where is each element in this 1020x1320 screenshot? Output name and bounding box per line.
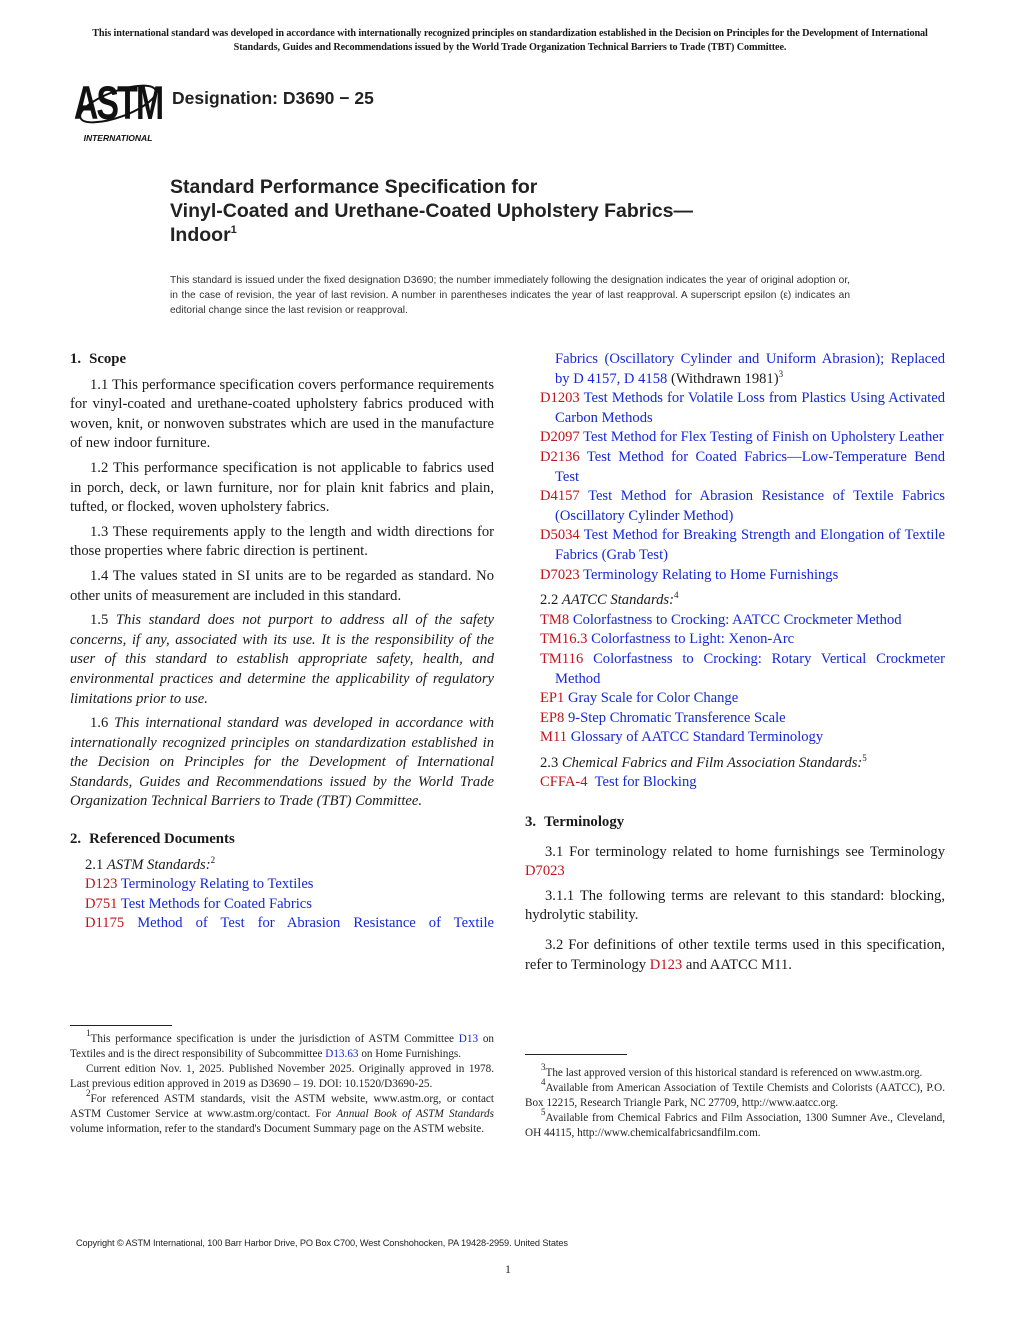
para-3-1-1: 3.1.1 The following terms are relevant to this standard: blocking, hydrolytic stability. xyxy=(525,887,945,924)
designation: Designation: D3690 − 25 xyxy=(172,88,374,108)
document-title xyxy=(170,175,693,247)
ref-m11[interactable]: M11 Glossary of AATCC Standard Terminology xyxy=(540,729,824,746)
issued-note: This standard is issued under the fixed designation D3690; the number immediately following the designation indicates the year of original adoption or, in the case of revision, the year of last revision. A number in parentheses indicates the year of last reapproval. A superscript epsilon (ε) indicates an editorial change since the last revision or reapproval. xyxy=(170,275,850,316)
para-3-2: 3.2 For definitions of other textile terms used in this specification, refer to Terminology D123 and AATCC M11. xyxy=(525,937,945,973)
link-d7023[interactable]: D7023 xyxy=(525,863,565,880)
footnote-rule xyxy=(70,1025,172,1026)
svg-text:ASTM: ASTM xyxy=(74,76,162,130)
footnote-3: $^3$The last approved version of this historical standard is referenced on www.astm.org. xyxy=(541,1062,923,1079)
ref-d4157[interactable]: D4157 Test Method for Abrasion Resistance of Textile Fabrics (Oscillatory Cylinder Method) xyxy=(540,488,945,524)
ref-cffa-4[interactable]: CFFA-4 Test for Blocking xyxy=(540,774,697,791)
para-1-5: 1.5 This standard does not purport to address all of the safety concerns, if any, associated with its use. It is the responsibility of the user of this standard to establish appropriate safety, health, and environmental practices and determine the applicability of regulatory limitations prior to use. xyxy=(70,612,494,707)
footnote-5: $^5$Available from Chemical Fabrics and Film Association, 1300 Sumner Ave., Cleveland, OH 44115, http://www.chemicalfabricsandfilm.com. xyxy=(525,1107,945,1139)
para-1-4: 1.4 The values stated in SI units are to be regarded as standard. No other units of measurement are included in this standard. xyxy=(70,567,494,604)
footnote-2: $^2$For referenced ASTM standards, visit the ASTM website, www.astm.org, or contact ASTM Customer Service at www.astm.org/contact. For Annual Book of ASTM Standards volume information, refer to the standard's Document Summary page on the ASTM website. xyxy=(70,1088,494,1135)
ref-d2136[interactable]: D2136 Test Method for Coated Fabrics—Low-Temperature Bend Test xyxy=(540,448,945,485)
section-2-heading: 2. Referenced Documents xyxy=(70,831,235,848)
ref-d1175[interactable]: D1175 Method of Test for Abrasion Resistance of Textile xyxy=(85,915,494,932)
ref-d5034[interactable]: D5034 Test Method for Breaking Strength and Elongation of Textile Fabrics (Grab Test) xyxy=(540,527,945,563)
footnote-1: $^1$This performance specification is under the jurisdiction of ASTM Committee D13 on Textiles and is the direct responsibility of Subcommittee D13.63 on Home Furnishings. xyxy=(70,1028,494,1060)
astm-standards-subheading: 2.1 ASTM Standards:$^2$ xyxy=(85,854,216,873)
astm-logo-icon xyxy=(74,74,162,144)
copyright-footer: Copyright © ASTM International, 100 Barr Harbor Drive, PO Box C700, West Conshohocken, PA 19428-2959. United States xyxy=(76,1238,568,1248)
footnotes-left xyxy=(70,1025,494,1137)
section-1-heading: 1. Scope xyxy=(70,351,127,367)
tbt-notice: This international standard was developed in accordance with internationally recognized principles on standardization established in the Decision on Principles for the Development of International Standards, Guides and Recommendations issued by the World Trade Organization Technical Barriers to Trade (TBT) Committee. xyxy=(92,28,928,53)
ref-d1203[interactable]: D1203 Test Methods for Volatile Loss from Plastics Using Activated Carbon Methods xyxy=(540,390,946,426)
ref-ep1[interactable]: EP1 Gray Scale for Color Change xyxy=(540,690,739,707)
ref-tm16-3[interactable]: TM16.3 Colorfastness to Light: Xenon-Arc xyxy=(540,631,795,648)
footnote-1-edition: Current edition Nov. 1, 2025. Published November 2025. Originally approved in 1978. Last previous edition approved in 2019 as D3690 – 19. DOI: 10.1520/D3690-25. xyxy=(70,1063,494,1090)
right-column xyxy=(525,350,946,1139)
page-number: 1 xyxy=(505,1262,511,1276)
para-1-2: 1.2 This performance specification is not applicable to fabrics used in porch, deck, or lawn furniture, nor for plain knit fabrics and plain, tufted, or flocked, woven upholstery fabrics. xyxy=(70,459,494,516)
ref-tm116[interactable]: TM116 Colorfastness to Crocking: Rotary Vertical Crockmeter Method xyxy=(540,650,945,687)
para-3-1: 3.1 For terminology related to home furnishings see Terminology D7023 xyxy=(525,843,945,880)
title-line-3: Indoor xyxy=(170,224,231,246)
footnote-4: $^4$Available from American Association of Textile Chemists and Colorists (AATCC), P.O. Box 12215, Research Triangle Park, NC 27709, http://www.aatcc.org. xyxy=(525,1077,945,1109)
para-1-6: 1.6 This international standard was developed in accordance with internationally recognized principles on standardization established in the Decision on Principles for the Development of International Standards, Guides and Recommendations issued by the World Trade Organization Technical Barriers to Trade (TBT) Committee. xyxy=(70,715,495,810)
para-1-3: 1.3 These requirements apply to the length and width directions for those properties where fabric direction is pertinent. xyxy=(70,523,494,560)
aatcc-standards-subheading: 2.2 AATCC Standards:$^4$ xyxy=(540,590,679,609)
ref-d751[interactable]: D751 Test Methods for Coated Fabrics xyxy=(85,895,312,912)
ref-ep8[interactable]: EP8 9-Step Chromatic Transference Scale xyxy=(540,709,786,726)
ref-tm8[interactable]: TM8 Colorfastness to Crocking: AATCC Crockmeter Method xyxy=(540,611,902,628)
ref-d2097[interactable]: D2097 Test Method for Flex Testing of Finish on Upholstery Leather xyxy=(540,429,944,446)
title-footnote-mark[interactable]: 1 xyxy=(230,224,237,236)
title-line-1: Standard Performance Specification for xyxy=(170,176,538,198)
cffa-standards-subheading: 2.3 Chemical Fabrics and Film Association Standards:$^5$ xyxy=(540,752,867,771)
link-d13-63[interactable]: D13.63 xyxy=(325,1048,359,1060)
ref-d7023[interactable]: D7023 Terminology Relating to Home Furnishings xyxy=(540,566,839,583)
ref-d123[interactable]: D123 Terminology Relating to Textiles xyxy=(85,876,314,893)
title-line-2: Vinyl-Coated and Urethane-Coated Upholstery Fabrics— xyxy=(170,200,693,222)
footnote-rule-right xyxy=(525,1054,627,1055)
section-3-heading: 3. Terminology xyxy=(525,814,625,831)
ref-d1175-continued[interactable]: Fabrics (Oscillatory Cylinder and Uniform Abrasion); Replaced by D 4157, D 4158 (Withdrawn 1981)$^3$ xyxy=(555,351,945,387)
para-1-1: 1.1 This performance specification covers performance requirements for vinyl-coated and urethane-coated upholstery fabrics produced with woven, knit, or nonwoven substrates which are used in the manufacture of new indoor furniture. xyxy=(70,376,494,452)
link-d13[interactable]: D13 xyxy=(458,1033,479,1045)
left-column xyxy=(70,350,495,1135)
footnotes-right xyxy=(525,1054,945,1141)
svg-text:INTERNATIONAL: INTERNATIONAL xyxy=(83,133,153,143)
link-d123[interactable]: D123 xyxy=(649,956,683,973)
